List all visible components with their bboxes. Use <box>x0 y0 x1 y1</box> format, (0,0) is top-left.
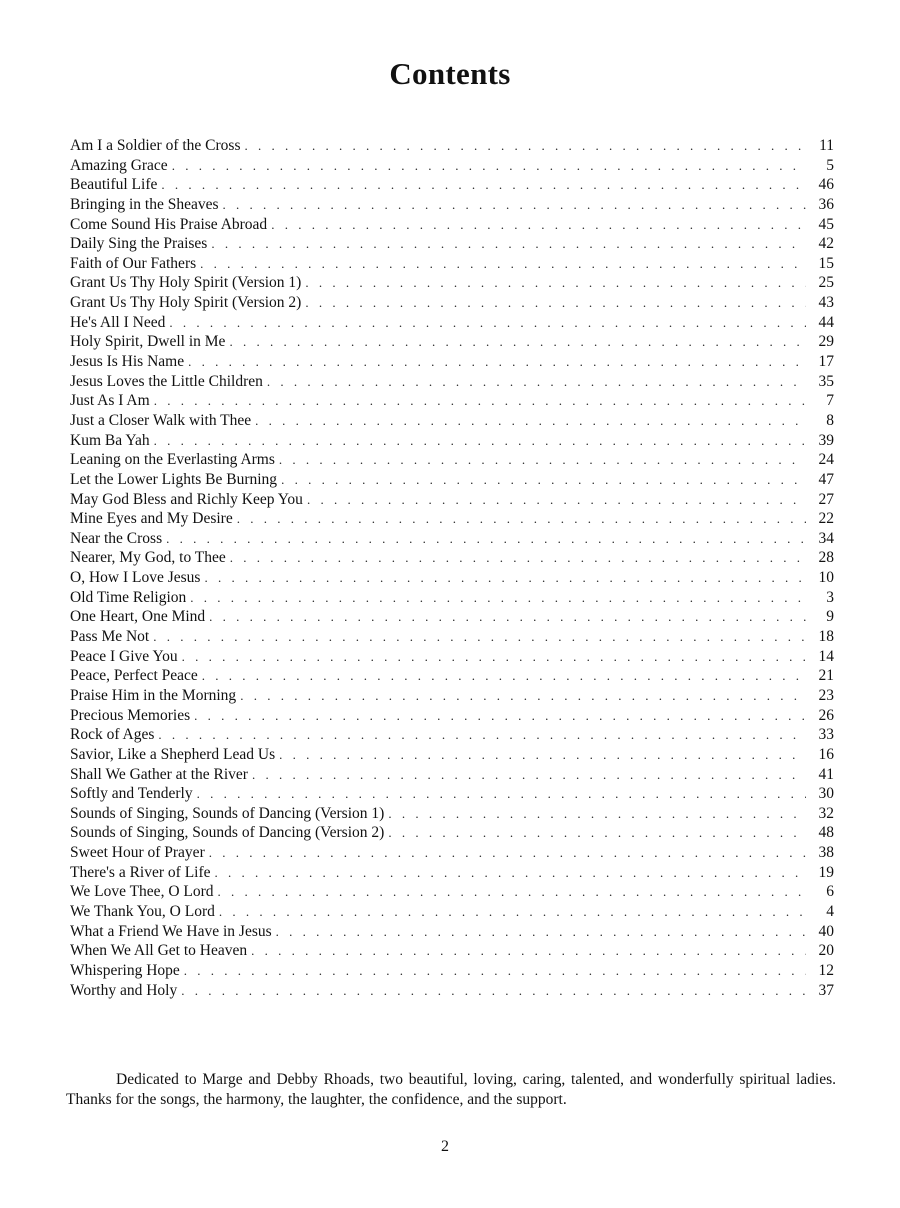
toc-dot-leader <box>307 490 806 510</box>
toc-entry <box>70 313 834 333</box>
toc-entry-title: Whispering Hope <box>70 961 180 979</box>
toc-entry-page: 35 <box>818 372 834 390</box>
toc-entry-page: 22 <box>818 510 834 528</box>
toc-entry <box>70 529 834 549</box>
toc-entry-title: Just a Closer Walk with Thee <box>70 411 252 429</box>
toc-dot-leader <box>161 175 806 195</box>
toc-dot-leader <box>200 254 806 274</box>
toc-entry-page: 21 <box>818 667 834 685</box>
toc-entry-title: He's All I Need <box>70 313 166 331</box>
toc-entry-title: May God Bless and Richly Keep You <box>70 490 303 508</box>
page-title: Contents <box>389 56 511 91</box>
toc-entry-page: 5 <box>826 156 834 174</box>
toc-entry-page: 15 <box>818 254 834 272</box>
toc-entry-page: 39 <box>818 431 834 449</box>
toc-entry-page: 18 <box>818 628 834 646</box>
toc-entry <box>70 372 834 392</box>
toc-dot-leader <box>271 215 806 235</box>
toc-entry-page: 24 <box>818 451 834 469</box>
toc-entry-title: Old Time Religion <box>70 588 187 606</box>
toc-dot-leader <box>251 941 806 961</box>
toc-entry-page: 11 <box>819 137 834 154</box>
toc-entry <box>70 784 834 804</box>
toc-entry <box>70 706 834 726</box>
toc-dot-leader <box>202 666 806 686</box>
toc-entry <box>70 391 834 411</box>
toc-entry <box>70 215 834 235</box>
toc-entry-page: 46 <box>818 176 834 194</box>
toc-entry <box>70 981 834 1001</box>
toc-entry <box>70 548 834 568</box>
toc-entry <box>70 922 834 942</box>
toc-entry-title: Faith of Our Fathers <box>70 254 197 272</box>
toc-dot-leader <box>204 568 806 588</box>
toc-entry <box>70 509 834 529</box>
toc-entry-title: Jesus Is His Name <box>70 353 185 371</box>
toc-entry-page: 33 <box>818 726 834 744</box>
toc-entry-title: Softly and Tenderly <box>70 785 193 803</box>
toc-entry-title: Grant Us Thy Holy Spirit (Version 2) <box>70 294 302 312</box>
table-of-contents <box>70 136 834 1000</box>
toc-entry-page: 32 <box>818 804 834 822</box>
toc-dot-leader <box>154 391 806 411</box>
toc-entry-title: Let the Lower Lights Be Burning <box>70 470 278 488</box>
toc-entry-title: Rock of Ages <box>70 726 155 744</box>
toc-entry-title: Praise Him in the Morning <box>70 686 237 704</box>
toc-entry <box>70 588 834 608</box>
toc-dot-leader <box>209 607 806 627</box>
toc-entry <box>70 156 834 176</box>
toc-entry-page: 40 <box>818 922 834 940</box>
toc-entry <box>70 352 834 372</box>
toc-dot-leader <box>154 431 806 451</box>
toc-dot-leader <box>276 922 806 942</box>
toc-entry <box>70 431 834 451</box>
toc-entry-page: 30 <box>818 785 834 803</box>
toc-entry-title: Amazing Grace <box>70 156 168 174</box>
toc-entry <box>70 863 834 883</box>
toc-entry-page: 36 <box>818 195 834 213</box>
toc-entry <box>70 568 834 588</box>
toc-entry-page: 29 <box>818 333 834 351</box>
toc-entry-page: 8 <box>826 411 834 429</box>
toc-entry-page: 47 <box>818 470 834 488</box>
toc-entry-title: We Thank You, O Lord <box>70 902 215 920</box>
toc-entry-page: 45 <box>818 215 834 233</box>
toc-entry <box>70 490 834 510</box>
toc-dot-leader <box>229 332 806 352</box>
toc-entry-page: 38 <box>818 844 834 862</box>
toc-entry-page: 6 <box>826 883 834 901</box>
toc-entry <box>70 823 834 843</box>
toc-entry-title: Pass Me Not <box>70 628 150 646</box>
toc-entry <box>70 136 834 156</box>
toc-entry <box>70 902 834 922</box>
toc-dot-leader <box>252 765 806 785</box>
toc-entry-title: We Love Thee, O Lord <box>70 883 214 901</box>
toc-entry-title: Jesus Loves the Little Children <box>70 372 263 390</box>
toc-entry <box>70 804 834 824</box>
toc-dot-leader <box>388 823 806 843</box>
toc-entry <box>70 273 834 293</box>
toc-entry <box>70 411 834 431</box>
toc-entry-page: 28 <box>818 549 834 567</box>
toc-entry-page: 41 <box>818 765 834 783</box>
toc-dot-leader <box>388 804 806 824</box>
toc-entry-title: Peace I Give You <box>70 647 178 665</box>
toc-entry-page: 43 <box>818 294 834 312</box>
toc-entry-title: Come Sound His Praise Abroad <box>70 215 268 233</box>
toc-dot-leader <box>153 627 806 647</box>
toc-dot-leader <box>305 293 806 313</box>
toc-entry <box>70 450 834 470</box>
toc-entry <box>70 627 834 647</box>
toc-dot-leader <box>211 234 806 254</box>
toc-dot-leader <box>190 588 806 608</box>
toc-entry-title: Precious Memories <box>70 706 191 724</box>
toc-entry-title: Worthy and Holy <box>70 981 178 999</box>
toc-entry-title: Nearer, My God, to Thee <box>70 549 226 567</box>
toc-entry-page: 19 <box>818 863 834 881</box>
toc-entry-page: 7 <box>826 392 834 410</box>
toc-dot-leader <box>209 843 806 863</box>
toc-dot-leader <box>169 313 806 333</box>
toc-entry-page: 44 <box>818 313 834 331</box>
toc-dot-leader <box>166 529 806 549</box>
toc-entry-page: 4 <box>826 902 834 920</box>
toc-dot-leader <box>215 863 806 883</box>
toc-entry-title: Beautiful Life <box>70 176 158 194</box>
toc-dot-leader <box>279 450 806 470</box>
toc-entry-title: Mine Eyes and My Desire <box>70 510 233 528</box>
toc-entry-title: Kum Ba Yah <box>70 431 150 449</box>
toc-dot-leader <box>240 686 806 706</box>
toc-entry <box>70 647 834 667</box>
toc-dot-leader <box>267 372 806 392</box>
toc-dot-leader <box>279 745 806 765</box>
toc-entry <box>70 470 834 490</box>
toc-entry-page: 9 <box>826 608 834 626</box>
toc-entry-page: 27 <box>818 490 834 508</box>
toc-entry-page: 42 <box>818 235 834 253</box>
toc-dot-leader <box>184 961 806 981</box>
toc-entry-title: Leaning on the Everlasting Arms <box>70 451 275 469</box>
toc-entry-page: 26 <box>818 706 834 724</box>
toc-entry <box>70 745 834 765</box>
toc-dot-leader <box>197 784 806 804</box>
toc-entry-page: 3 <box>826 588 834 606</box>
toc-entry <box>70 843 834 863</box>
toc-entry-title: Bringing in the Sheaves <box>70 195 219 213</box>
toc-entry-title: O, How I Love Jesus <box>70 569 201 587</box>
toc-dot-leader <box>237 509 806 529</box>
toc-entry-page: 14 <box>818 647 834 665</box>
toc-entry <box>70 882 834 902</box>
toc-entry <box>70 293 834 313</box>
toc-entry-title: Daily Sing the Praises <box>70 235 208 253</box>
toc-entry-title: Sweet Hour of Prayer <box>70 844 205 862</box>
toc-dot-leader <box>194 706 806 726</box>
toc-dot-leader <box>181 981 806 1001</box>
toc-entry <box>70 765 834 785</box>
toc-entry-title: One Heart, One Mind <box>70 608 206 626</box>
toc-dot-leader <box>223 195 806 215</box>
toc-entry <box>70 686 834 706</box>
toc-entry-title: What a Friend We Have in Jesus <box>70 922 272 940</box>
toc-dot-leader <box>218 882 806 902</box>
toc-entry-title: Near the Cross <box>70 529 163 547</box>
toc-entry <box>70 332 834 352</box>
toc-dot-leader <box>281 470 806 490</box>
toc-dot-leader <box>172 156 806 176</box>
toc-entry-page: 23 <box>818 686 834 704</box>
dedication-paragraph: Dedicated to Marge and Debby Rhoads, two beautiful, loving, caring, talented, and wonderfully spiritual ladies. Thanks for the songs, the harmony, the laughter, the confidence, and the support. <box>66 1070 836 1108</box>
toc-dot-leader <box>188 352 806 372</box>
toc-entry-page: 34 <box>818 529 834 547</box>
toc-dot-leader <box>182 647 806 667</box>
toc-entry <box>70 725 834 745</box>
toc-entry <box>70 254 834 274</box>
toc-entry-title: When We All Get to Heaven <box>70 942 248 960</box>
page-number: 2 <box>441 1138 449 1155</box>
toc-dot-leader <box>244 136 806 156</box>
toc-entry <box>70 961 834 981</box>
toc-entry-title: Grant Us Thy Holy Spirit (Version 1) <box>70 274 302 292</box>
toc-entry-title: Peace, Perfect Peace <box>70 667 198 685</box>
toc-dot-leader <box>158 725 806 745</box>
toc-entry <box>70 195 834 215</box>
toc-entry-title: Shall We Gather at the River <box>70 765 248 783</box>
toc-dot-leader <box>219 902 806 922</box>
toc-entry-title: Am I a Soldier of the Cross <box>70 137 241 154</box>
toc-entry-page: 17 <box>818 353 834 371</box>
toc-entry-page: 10 <box>818 569 834 587</box>
toc-entry-title: Sounds of Singing, Sounds of Dancing (Version 2) <box>70 824 385 842</box>
toc-entry-page: 48 <box>818 824 834 842</box>
toc-entry-title: There's a River of Life <box>70 863 211 881</box>
toc-entry-page: 37 <box>818 981 834 999</box>
toc-dot-leader <box>230 548 806 568</box>
toc-dot-leader <box>255 411 806 431</box>
toc-entry <box>70 234 834 254</box>
toc-entry <box>70 607 834 627</box>
toc-entry-title: Sounds of Singing, Sounds of Dancing (Version 1) <box>70 804 385 822</box>
toc-entry <box>70 175 834 195</box>
toc-entry-title: Just As I Am <box>70 392 150 410</box>
toc-entry-page: 12 <box>818 961 834 979</box>
toc-entry-title: Holy Spirit, Dwell in Me <box>70 333 226 351</box>
toc-entry <box>70 666 834 686</box>
toc-entry <box>70 941 834 961</box>
toc-entry-page: 20 <box>818 942 834 960</box>
toc-dot-leader <box>305 273 806 293</box>
toc-entry-title: Savior, Like a Shepherd Lead Us <box>70 745 276 763</box>
toc-entry-page: 25 <box>818 274 834 292</box>
toc-entry-page: 16 <box>818 745 834 763</box>
